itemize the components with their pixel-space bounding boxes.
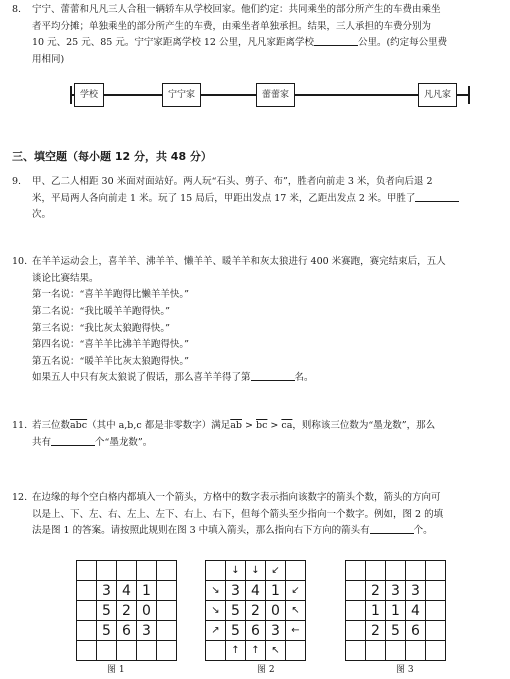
text-line: 在羊羊运动会上，喜羊羊、沸羊羊、懒羊羊、暖羊羊和灰太狼进行 400 米赛跑，赛完结束后，五人 (32, 256, 446, 267)
answer-blank[interactable] (415, 191, 459, 202)
grid-number-cell: 2 (366, 621, 386, 641)
grid-edge-cell: ↑ (246, 641, 266, 661)
figure-2-caption: 图 2 (257, 665, 275, 675)
grid-edge-cell (97, 641, 117, 661)
grid-number-cell: 4 (406, 601, 426, 621)
greater-than-sign: > (242, 420, 256, 431)
grid-row (77, 561, 177, 581)
section-heading: 三、填空题（每小题 12 分，共 48 分） (12, 150, 212, 163)
grid-edge-cell (286, 561, 306, 581)
grid-edge-cell (286, 641, 306, 661)
grid-number-cell: 5 (386, 621, 406, 641)
grid-row (346, 641, 446, 661)
grid-number-cell: 3 (386, 581, 406, 601)
question-text (32, 174, 498, 224)
text-line: 者平均分摊；单独乘坐的部分所产生的车费，由乘坐者单独承担。结果，三人承担的车费分别为 (32, 20, 432, 32)
overlined-number: $\overline{abc}$ (70, 420, 88, 431)
grid-edge-cell (206, 561, 226, 581)
grid-number-cell: 3 (266, 621, 286, 641)
grid-edge-cell (386, 641, 406, 661)
answer-blank[interactable] (51, 435, 95, 446)
grid-edge-cell (406, 561, 426, 581)
figure-1-grid (76, 560, 177, 661)
text-line: 在边缘的每个空白格内都填入一个箭头，方格中的数字表示指向该数字的箭头个数，箭头的方向可 (32, 492, 441, 503)
figure-1-caption: 图 1 (107, 665, 125, 675)
grid-row (206, 561, 306, 581)
grid-number-cell: 5 (226, 621, 246, 641)
grid-number-cell: 0 (266, 601, 286, 621)
grid-number-cell: 6 (117, 621, 137, 641)
text-segment: 若三位数 (32, 420, 71, 431)
grid-edge-cell (77, 621, 97, 641)
grid-number-cell: 4 (246, 581, 266, 601)
grid-edge-cell: ↓ (226, 561, 246, 581)
figure-1 (76, 560, 177, 661)
question-number: 9. (12, 176, 22, 187)
grid-edge-cell (77, 561, 97, 581)
question-number: 10. (12, 256, 28, 267)
grid-edge-cell (117, 641, 137, 661)
question-10 (12, 254, 498, 387)
figure-2 (205, 560, 306, 661)
grid-edge-cell (426, 641, 446, 661)
grid-edge-cell: ↘ (206, 581, 226, 601)
statement-line: 第一名说：“喜羊羊跑得比懒羊羊快。” (32, 289, 189, 301)
statement-line: 第五名说：“暖羊羊比灰太狼跑得快。” (32, 355, 189, 367)
grid-row (346, 561, 446, 581)
grid-edge-cell (426, 621, 446, 641)
grid-edge-cell: ↑ (226, 641, 246, 661)
grid-number-cell: 3 (406, 581, 426, 601)
grid-edge-cell (386, 561, 406, 581)
text-line (32, 35, 498, 52)
text-segment: 共有 (32, 436, 52, 448)
grid-edge-cell (77, 601, 97, 621)
statement-line: 第四名说：“喜羊羊比沸羊羊跑得快。” (32, 339, 189, 351)
statement-line: 第三名说：“我比灰太狼跑得快。” (32, 322, 170, 334)
text-line: 宁宁、蕾蕾和凡凡三人合租一辆轿车从学校回家。他们约定：共同乘坐的部分所产生的车费由乘坐 (32, 4, 441, 15)
grid-edge-cell (137, 561, 157, 581)
grid-edge-cell: ← (286, 621, 306, 641)
grid-number-cell: 4 (117, 581, 137, 601)
answer-blank[interactable] (314, 35, 358, 46)
answer-blank[interactable] (370, 523, 414, 534)
grid-number-cell: 6 (406, 621, 426, 641)
label-fanfan-home: 凡凡家 (418, 83, 457, 107)
grid-edge-cell: ↓ (246, 561, 266, 581)
text-segment: 名。 (294, 372, 314, 384)
grid-edge-cell (157, 601, 177, 621)
text-line (32, 418, 498, 435)
grid-edge-cell: ↗ (206, 621, 226, 641)
grid-row (206, 581, 306, 601)
grid-edge-cell (426, 581, 446, 601)
grid-edge-cell (206, 641, 226, 661)
text-line: 以是上、下、左、右、左上、左下、右上、右下，但每个箭头至少指向一个数字。例如，图 2 的填 (32, 508, 444, 520)
text-segment: 法是图 1 的答案。请按照此规则在图 3 中填入箭头，那么指向右下方向的箭头有 (32, 525, 370, 537)
grid-row (346, 601, 446, 621)
grid-row (77, 581, 177, 601)
route-diagram (70, 80, 470, 112)
question-text (32, 490, 498, 540)
grid-edge-cell: ↙ (266, 561, 286, 581)
grid-edge-cell (426, 601, 446, 621)
grid-edge-cell: ↙ (286, 581, 306, 601)
label-leilei-home: 蕾蕾家 (256, 83, 295, 107)
label-ningning-home: 宁宁家 (162, 83, 201, 107)
grid-edge-cell (157, 561, 177, 581)
overlined-number: $\overline{ca}$ (281, 420, 293, 431)
grid-edge-cell: ↖ (266, 641, 286, 661)
grid-edge-cell (426, 561, 446, 581)
text-line: 用相同) (32, 53, 65, 65)
grid-number-cell: 2 (117, 601, 137, 621)
question-text (32, 2, 498, 69)
question-text (32, 254, 498, 387)
grid-number-cell: 2 (366, 581, 386, 601)
figure-3-caption: 图 3 (396, 665, 414, 675)
grid-number-cell: 5 (97, 601, 117, 621)
text-segment: ，则称该三位数为“墨龙数”，那么 (292, 420, 436, 431)
grid-number-cell: 5 (97, 621, 117, 641)
statement-line: 第二名说：“我比暖羊羊跑得快。” (32, 305, 170, 317)
text-segment: 公里。(约定每公里费 (357, 37, 448, 49)
grid-row (346, 581, 446, 601)
grid-edge-cell (346, 581, 366, 601)
text-segment: 米，平局两人各向前走 1 米。玩了 15 局后，甲距出发点 17 米，乙距出发点 2 米。甲胜了 (32, 192, 416, 204)
grid-row (206, 621, 306, 641)
road-end-tick (70, 86, 72, 104)
question-number: 12. (12, 492, 28, 503)
text-line (32, 435, 498, 452)
overlined-number: $\overline{bc}$ (256, 420, 268, 431)
grid-edge-cell (366, 641, 386, 661)
grid-edge-cell (97, 561, 117, 581)
answer-blank[interactable] (251, 370, 295, 381)
text-segment: （其中 a,b,c 都是非零数字）满足 (87, 420, 231, 431)
grid-edge-cell: ↖ (286, 601, 306, 621)
grid-edge-cell (137, 641, 157, 661)
grid-number-cell: 5 (226, 601, 246, 621)
grid-edge-cell (366, 561, 386, 581)
grid-number-cell: 1 (266, 581, 286, 601)
grid-number-cell: 2 (246, 601, 266, 621)
figure-3-grid (345, 560, 446, 661)
question-8 (12, 2, 498, 69)
grid-edge-cell (346, 561, 366, 581)
text-line (32, 191, 498, 208)
question-12 (12, 490, 498, 540)
grid-row (77, 641, 177, 661)
text-segment: 如果五人中只有灰太狼说了假话，那么喜羊羊得了第 (32, 372, 251, 384)
question-text (32, 418, 498, 451)
grid-number-cell: 1 (137, 581, 157, 601)
grid-row (77, 601, 177, 621)
road-end-tick (468, 86, 470, 104)
overlined-number: $\overline{ab}$ (230, 420, 242, 431)
grid-number-cell: 1 (366, 601, 386, 621)
question-9 (12, 174, 498, 224)
text-line: 次。 (32, 209, 52, 221)
text-line (32, 370, 498, 387)
text-segment: 个“墨龙数”。 (95, 436, 153, 448)
grid-edge-cell (157, 621, 177, 641)
question-number: 11. (12, 420, 28, 431)
grid-edge-cell (346, 621, 366, 641)
grid-row (77, 621, 177, 641)
grid-number-cell: 0 (137, 601, 157, 621)
figure-2-grid (205, 560, 306, 661)
greater-than-sign: > (267, 420, 282, 431)
grid-edge-cell (77, 641, 97, 661)
question-number: 8. (12, 4, 22, 15)
label-school: 学校 (74, 83, 104, 107)
text-line (32, 523, 498, 540)
grid-edge-cell (406, 641, 426, 661)
grid-number-cell: 3 (97, 581, 117, 601)
grid-number-cell: 3 (226, 581, 246, 601)
grid-edge-cell (346, 601, 366, 621)
grid-row (206, 601, 306, 621)
text-segment: 10 元、25 元、85 元。宁宁家距离学校 12 公里，凡凡家距离学校 (32, 37, 314, 49)
grid-row (346, 621, 446, 641)
question-11 (12, 418, 498, 451)
grid-edge-cell (117, 561, 137, 581)
grid-number-cell: 3 (137, 621, 157, 641)
text-segment: 个。 (413, 525, 433, 537)
grid-edge-cell (157, 581, 177, 601)
grid-number-cell: 1 (386, 601, 406, 621)
grid-row (206, 641, 306, 661)
grid-edge-cell (157, 641, 177, 661)
grid-edge-cell (77, 581, 97, 601)
grid-edge-cell (346, 641, 366, 661)
text-line: 甲、乙二人相距 30 米面对面站好。两人玩“石头、剪子、布”，胜者向前走 3 米，负者向后退 2 (32, 176, 433, 187)
grid-edge-cell: ↘ (206, 601, 226, 621)
figure-3 (345, 560, 446, 661)
grid-number-cell: 6 (246, 621, 266, 641)
text-line: 谈论比赛结果。 (32, 272, 99, 284)
